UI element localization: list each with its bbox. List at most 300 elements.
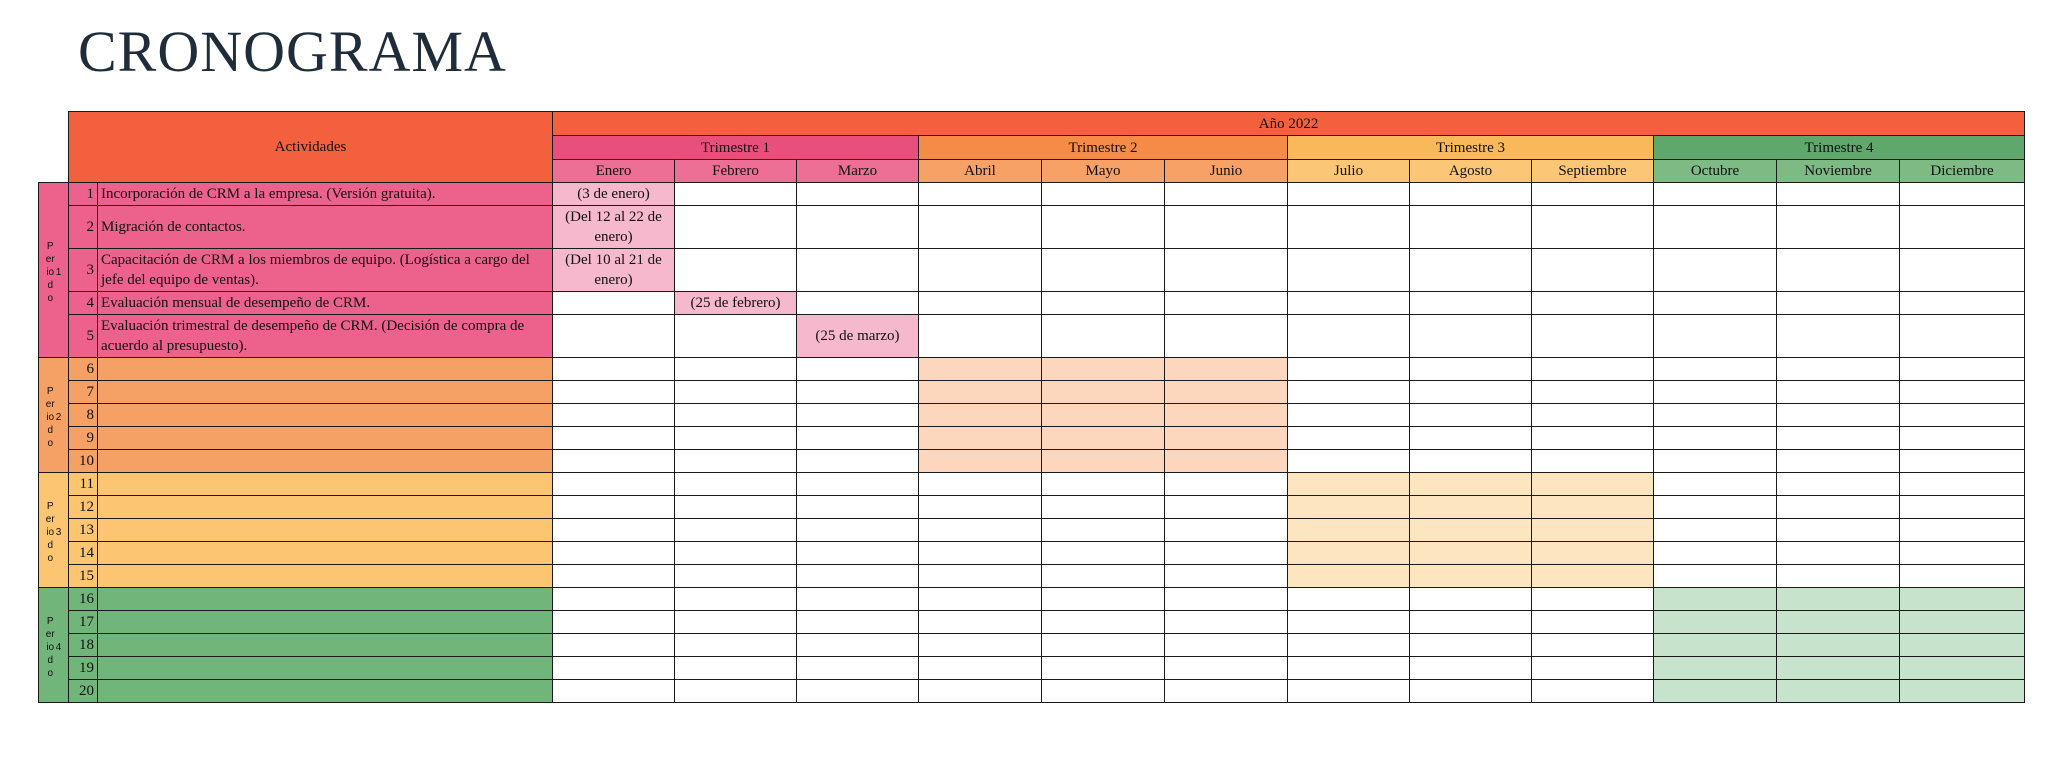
activity-row	[39, 473, 2025, 496]
month-cell	[553, 680, 675, 703]
month-cell: (Del 12 al 22 de enero)	[553, 206, 675, 249]
month-cell	[1654, 292, 1777, 315]
month-header: Febrero	[675, 160, 797, 183]
month-cell	[1410, 611, 1532, 634]
month-cell	[1777, 249, 1900, 292]
month-cell	[1042, 519, 1165, 542]
month-cell	[675, 542, 797, 565]
month-header: Mayo	[1042, 160, 1165, 183]
row-number: 9	[69, 427, 98, 450]
month-cell	[919, 292, 1042, 315]
month-cell	[1777, 450, 1900, 473]
activity-row	[39, 542, 2025, 565]
month-cell	[1532, 206, 1654, 249]
activity-cell: Evaluación mensual de desempeño de CRM.	[98, 292, 553, 315]
month-cell	[1532, 404, 1654, 427]
month-cell	[1410, 680, 1532, 703]
month-cell	[1900, 206, 2025, 249]
month-cell	[1288, 519, 1410, 542]
month-cell	[1410, 292, 1532, 315]
month-cell	[1654, 358, 1777, 381]
month-cell	[1288, 292, 1410, 315]
month-cell	[1042, 634, 1165, 657]
activity-cell: Migración de contactos.	[98, 206, 553, 249]
month-cell	[1042, 588, 1165, 611]
month-cell	[553, 611, 675, 634]
period-label	[39, 183, 69, 358]
month-cell	[797, 450, 919, 473]
month-cell	[1288, 542, 1410, 565]
month-cell	[675, 657, 797, 680]
month-cell	[919, 358, 1042, 381]
month-cell	[1165, 404, 1288, 427]
month-cell	[1777, 588, 1900, 611]
month-cell	[553, 404, 675, 427]
period-label	[39, 358, 69, 473]
month-header: Enero	[553, 160, 675, 183]
month-cell	[675, 680, 797, 703]
period-word: Periodo	[45, 616, 55, 679]
month-cell	[797, 634, 919, 657]
activities-header: Actividades	[69, 112, 553, 183]
activity-row	[39, 634, 2025, 657]
month-cell	[1777, 634, 1900, 657]
month-cell	[1777, 206, 1900, 249]
month-cell	[1288, 634, 1410, 657]
activity-cell: Capacitación de CRM a los miembros de equipo. (Logística a cargo del jefe del equipo de ventas).	[98, 249, 553, 292]
row-number: 8	[69, 404, 98, 427]
row-number: 4	[69, 292, 98, 315]
month-cell	[1900, 565, 2025, 588]
period-label	[39, 473, 69, 588]
month-cell	[553, 542, 675, 565]
month-cell	[1900, 450, 2025, 473]
month-cell	[1410, 450, 1532, 473]
month-cell	[1654, 565, 1777, 588]
month-cell	[1288, 496, 1410, 519]
activity-cell	[98, 404, 553, 427]
row-number: 16	[69, 588, 98, 611]
month-cell	[797, 292, 919, 315]
month-cell	[1900, 249, 2025, 292]
month-cell	[1165, 249, 1288, 292]
period-word: Periodo	[45, 241, 55, 304]
month-cell	[1288, 565, 1410, 588]
month-header: Junio	[1165, 160, 1288, 183]
activity-row	[39, 450, 2025, 473]
month-cell	[1777, 292, 1900, 315]
row-number: 6	[69, 358, 98, 381]
month-cell	[1410, 427, 1532, 450]
month-cell	[1532, 588, 1654, 611]
quarter-header: Trimestre 1	[553, 136, 919, 160]
month-cell	[1532, 315, 1654, 358]
month-cell	[675, 473, 797, 496]
month-cell	[1777, 404, 1900, 427]
month-cell	[1900, 427, 2025, 450]
month-cell	[1532, 292, 1654, 315]
month-cell	[553, 358, 675, 381]
month-cell	[675, 519, 797, 542]
quarter-header: Trimestre 4	[1654, 136, 2025, 160]
month-cell	[1288, 358, 1410, 381]
month-cell	[1165, 358, 1288, 381]
activity-row	[39, 381, 2025, 404]
month-cell	[1654, 657, 1777, 680]
month-cell	[1165, 473, 1288, 496]
month-cell	[553, 292, 675, 315]
month-cell	[919, 565, 1042, 588]
row-number: 1	[69, 183, 98, 206]
activity-cell	[98, 542, 553, 565]
activity-cell: Incorporación de CRM a la empresa. (Versión gratuita).	[98, 183, 553, 206]
month-cell	[919, 183, 1042, 206]
month-cell	[797, 404, 919, 427]
month-header: Marzo	[797, 160, 919, 183]
month-cell	[1288, 588, 1410, 611]
month-cell	[553, 519, 675, 542]
month-cell	[1288, 450, 1410, 473]
month-cell	[797, 381, 919, 404]
month-cell	[1288, 680, 1410, 703]
month-cell	[675, 565, 797, 588]
activity-cell	[98, 427, 553, 450]
month-header: Diciembre	[1900, 160, 2025, 183]
month-cell	[797, 427, 919, 450]
month-cell	[797, 249, 919, 292]
month-cell	[1165, 183, 1288, 206]
month-cell	[1900, 634, 2025, 657]
month-cell	[1042, 680, 1165, 703]
month-cell	[919, 519, 1042, 542]
month-cell	[1165, 680, 1288, 703]
activity-cell	[98, 565, 553, 588]
month-cell	[797, 542, 919, 565]
month-cell	[797, 588, 919, 611]
month-cell	[1900, 611, 2025, 634]
month-cell	[1532, 183, 1654, 206]
month-cell	[1288, 206, 1410, 249]
month-cell	[1900, 542, 2025, 565]
month-cell	[553, 634, 675, 657]
month-cell	[1900, 183, 2025, 206]
month-cell	[1900, 496, 2025, 519]
month-cell	[1654, 588, 1777, 611]
month-cell	[1777, 542, 1900, 565]
row-number: 3	[69, 249, 98, 292]
month-cell	[1900, 588, 2025, 611]
month-cell	[1532, 473, 1654, 496]
month-cell	[675, 381, 797, 404]
activity-cell	[98, 680, 553, 703]
month-cell	[797, 183, 919, 206]
row-number: 19	[69, 657, 98, 680]
month-cell	[919, 315, 1042, 358]
month-cell	[675, 611, 797, 634]
month-cell	[1777, 519, 1900, 542]
month-cell	[797, 358, 919, 381]
month-cell	[675, 206, 797, 249]
month-cell	[1165, 634, 1288, 657]
month-cell	[1042, 427, 1165, 450]
month-cell	[1165, 206, 1288, 249]
row-number: 11	[69, 473, 98, 496]
period-word: Periodo	[45, 501, 55, 564]
month-cell	[553, 565, 675, 588]
month-cell	[1410, 183, 1532, 206]
month-cell	[1654, 473, 1777, 496]
month-cell	[919, 542, 1042, 565]
activity-row	[39, 565, 2025, 588]
activity-cell	[98, 657, 553, 680]
month-cell	[1777, 183, 1900, 206]
month-cell	[797, 206, 919, 249]
activity-cell	[98, 473, 553, 496]
month-cell	[1288, 404, 1410, 427]
month-cell	[1900, 680, 2025, 703]
year-header: Año 2022	[553, 112, 2025, 136]
month-header: Julio	[1288, 160, 1410, 183]
month-cell: (25 de marzo)	[797, 315, 919, 358]
month-cell	[919, 588, 1042, 611]
month-cell	[1410, 381, 1532, 404]
row-number: 12	[69, 496, 98, 519]
month-cell	[797, 680, 919, 703]
activity-row	[39, 519, 2025, 542]
month-header: Septiembre	[1532, 160, 1654, 183]
activity-cell	[98, 588, 553, 611]
month-cell	[919, 381, 1042, 404]
month-cell	[553, 381, 675, 404]
month-cell	[1654, 611, 1777, 634]
month-cell	[1532, 358, 1654, 381]
month-cell	[919, 473, 1042, 496]
activity-row	[39, 315, 2025, 358]
row-number: 20	[69, 680, 98, 703]
activity-row	[39, 427, 2025, 450]
month-header: Abril	[919, 160, 1042, 183]
month-cell	[1410, 315, 1532, 358]
row-number: 10	[69, 450, 98, 473]
month-cell	[675, 183, 797, 206]
month-cell	[1288, 183, 1410, 206]
month-cell	[1532, 427, 1654, 450]
month-cell	[1410, 519, 1532, 542]
month-header: Noviembre	[1777, 160, 1900, 183]
activity-cell	[98, 496, 553, 519]
month-cell	[1288, 249, 1410, 292]
month-cell	[1777, 358, 1900, 381]
month-cell	[1532, 381, 1654, 404]
month-cell	[919, 680, 1042, 703]
month-cell	[553, 315, 675, 358]
month-cell	[1042, 404, 1165, 427]
blank-corner	[39, 112, 69, 183]
month-cell	[675, 496, 797, 519]
month-cell	[1042, 206, 1165, 249]
activity-row	[39, 404, 2025, 427]
month-cell	[1165, 657, 1288, 680]
month-cell	[1654, 404, 1777, 427]
month-cell	[1410, 249, 1532, 292]
month-cell	[919, 657, 1042, 680]
month-cell	[1532, 542, 1654, 565]
month-cell	[1654, 183, 1777, 206]
month-cell	[1532, 611, 1654, 634]
activity-row	[39, 496, 2025, 519]
month-cell	[1654, 450, 1777, 473]
month-cell	[1165, 588, 1288, 611]
month-cell	[1165, 315, 1288, 358]
month-cell	[919, 496, 1042, 519]
month-cell	[1042, 611, 1165, 634]
period-number: 2	[55, 411, 62, 423]
activity-row	[39, 611, 2025, 634]
month-cell	[1042, 249, 1165, 292]
activity-row	[39, 206, 2025, 249]
month-cell	[1410, 473, 1532, 496]
month-cell	[1777, 473, 1900, 496]
month-cell	[919, 611, 1042, 634]
month-cell	[797, 496, 919, 519]
activity-cell	[98, 358, 553, 381]
month-cell	[1532, 565, 1654, 588]
activity-row	[39, 358, 2025, 381]
month-cell	[1410, 404, 1532, 427]
month-cell	[1900, 358, 2025, 381]
month-cell	[1042, 542, 1165, 565]
month-cell	[1777, 565, 1900, 588]
month-cell	[1777, 381, 1900, 404]
month-cell	[1654, 315, 1777, 358]
month-cell: (Del 10 al 21 de enero)	[553, 249, 675, 292]
quarter-header: Trimestre 2	[919, 136, 1288, 160]
month-cell	[1288, 473, 1410, 496]
month-cell	[1900, 473, 2025, 496]
month-cell	[675, 358, 797, 381]
month-cell	[919, 249, 1042, 292]
month-cell	[1654, 519, 1777, 542]
month-cell	[1777, 496, 1900, 519]
month-cell	[1165, 381, 1288, 404]
period-number: 1	[55, 266, 62, 278]
schedule-table	[38, 111, 2025, 703]
month-cell	[1410, 634, 1532, 657]
row-number: 2	[69, 206, 98, 249]
month-cell	[1165, 542, 1288, 565]
month-cell	[1654, 542, 1777, 565]
row-number: 14	[69, 542, 98, 565]
activity-row	[39, 249, 2025, 292]
period-word: Periodo	[45, 386, 55, 449]
month-cell	[1654, 496, 1777, 519]
month-cell	[1165, 611, 1288, 634]
month-cell: (25 de febrero)	[675, 292, 797, 315]
month-cell	[1042, 450, 1165, 473]
month-cell	[1654, 634, 1777, 657]
month-cell	[675, 315, 797, 358]
row-number: 18	[69, 634, 98, 657]
period-number: 3	[55, 526, 62, 538]
month-cell	[1900, 519, 2025, 542]
month-cell	[1410, 206, 1532, 249]
month-cell	[1777, 427, 1900, 450]
month-cell	[919, 450, 1042, 473]
month-header: Agosto	[1410, 160, 1532, 183]
row-number: 5	[69, 315, 98, 358]
activity-cell	[98, 634, 553, 657]
month-cell	[1410, 542, 1532, 565]
month-cell	[675, 249, 797, 292]
month-cell	[1165, 519, 1288, 542]
month-cell	[675, 404, 797, 427]
month-cell	[1042, 565, 1165, 588]
month-cell	[1042, 183, 1165, 206]
month-cell	[1288, 611, 1410, 634]
month-cell	[675, 588, 797, 611]
month-cell	[1900, 292, 2025, 315]
month-cell	[1288, 315, 1410, 358]
period-number: 4	[55, 641, 62, 653]
month-cell	[1532, 450, 1654, 473]
month-cell	[797, 473, 919, 496]
month-cell	[553, 657, 675, 680]
month-cell	[1777, 680, 1900, 703]
month-cell	[1532, 657, 1654, 680]
quarter-header: Trimestre 3	[1288, 136, 1654, 160]
month-cell: (3 de enero)	[553, 183, 675, 206]
month-cell	[553, 450, 675, 473]
month-cell	[1532, 519, 1654, 542]
month-cell	[1900, 657, 2025, 680]
month-cell	[919, 427, 1042, 450]
month-cell	[1042, 473, 1165, 496]
month-cell	[1288, 427, 1410, 450]
month-cell	[797, 657, 919, 680]
month-cell	[1532, 634, 1654, 657]
activity-cell	[98, 519, 553, 542]
month-cell	[1042, 381, 1165, 404]
month-cell	[1042, 315, 1165, 358]
month-cell	[1654, 206, 1777, 249]
month-cell	[797, 565, 919, 588]
month-cell	[1410, 588, 1532, 611]
row-number: 17	[69, 611, 98, 634]
month-cell	[1410, 565, 1532, 588]
month-cell	[1165, 565, 1288, 588]
activity-row	[39, 588, 2025, 611]
month-cell	[919, 634, 1042, 657]
month-cell	[1165, 450, 1288, 473]
month-cell	[919, 404, 1042, 427]
month-cell	[1165, 496, 1288, 519]
month-cell	[1532, 680, 1654, 703]
month-cell	[1654, 427, 1777, 450]
activity-row	[39, 183, 2025, 206]
activity-cell	[98, 611, 553, 634]
activity-row	[39, 657, 2025, 680]
month-cell	[1042, 657, 1165, 680]
month-cell	[1900, 404, 2025, 427]
month-cell	[1042, 496, 1165, 519]
month-cell	[1900, 315, 2025, 358]
month-cell	[553, 427, 675, 450]
month-cell	[1042, 358, 1165, 381]
month-cell	[553, 496, 675, 519]
month-cell	[1777, 657, 1900, 680]
page-title: CRONOGRAMA	[78, 19, 507, 84]
month-cell	[1777, 611, 1900, 634]
